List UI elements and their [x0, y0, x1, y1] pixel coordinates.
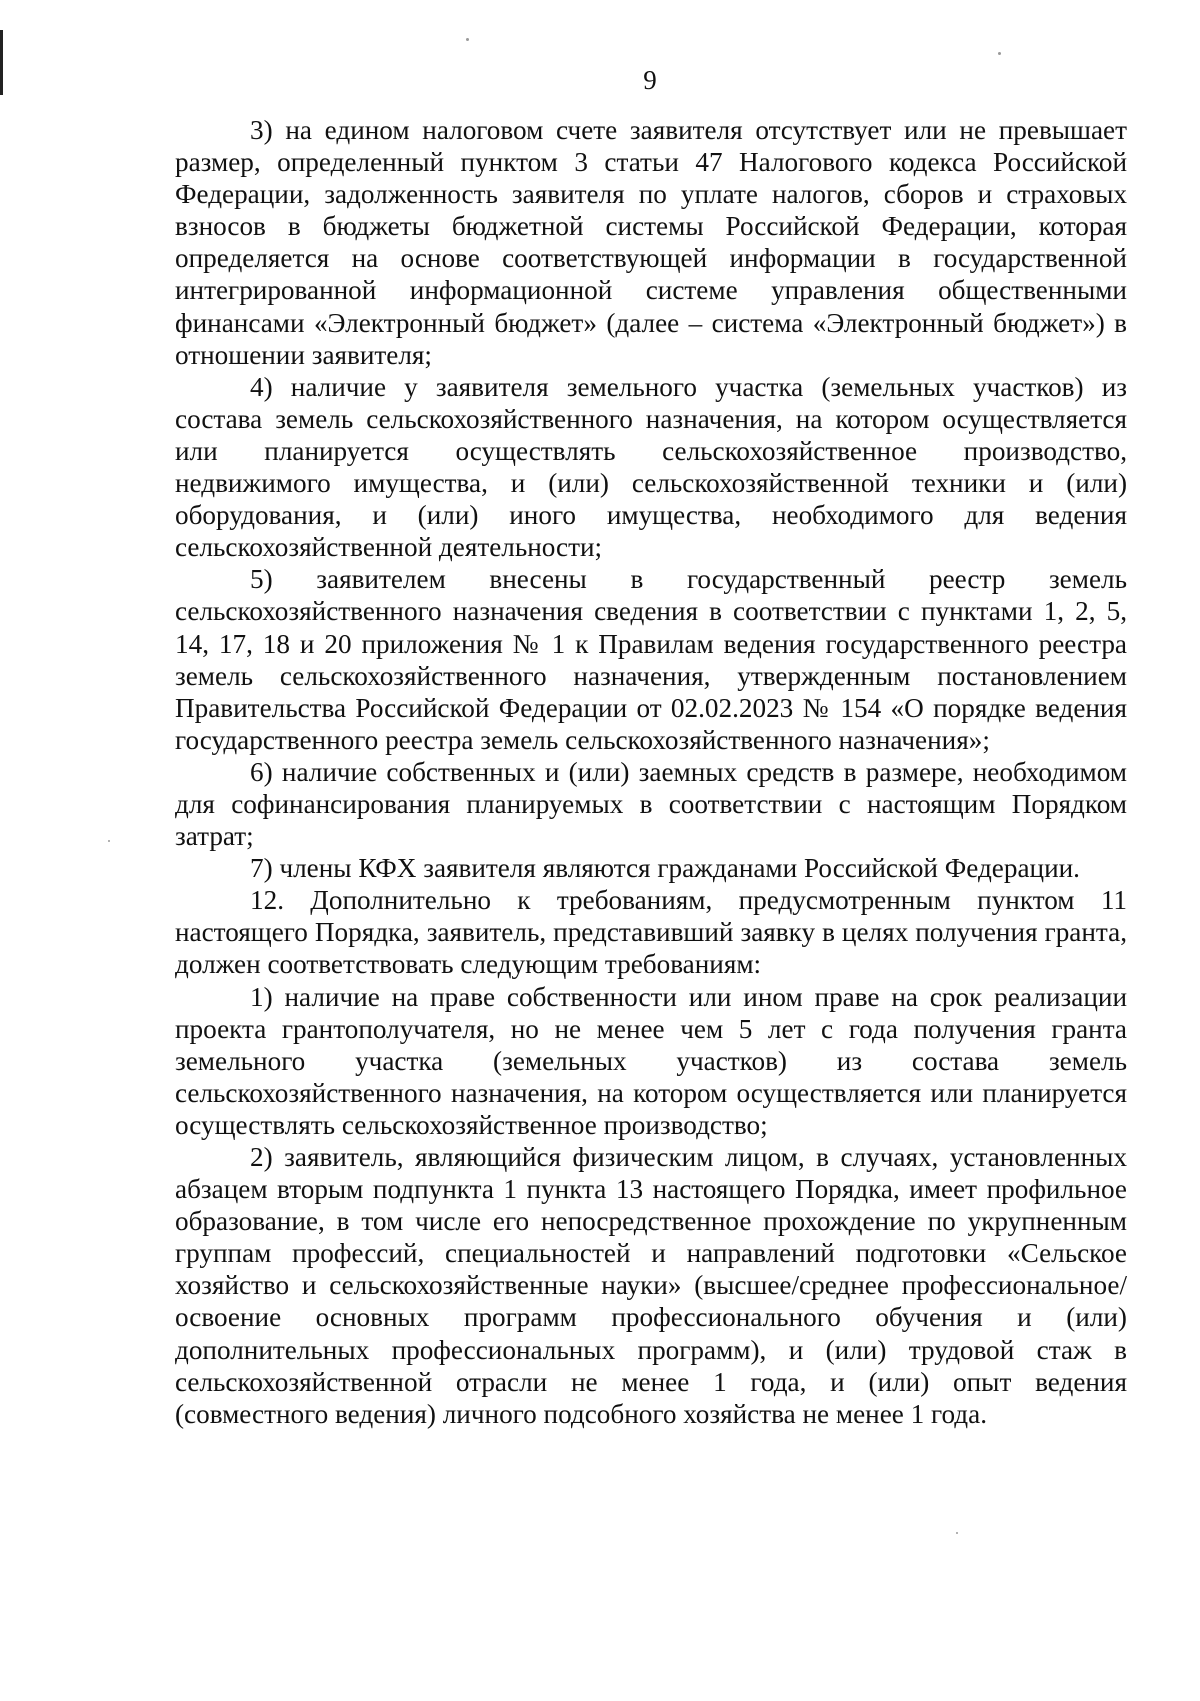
paragraph-clause-12-item-1: 1) наличие на праве собственности или ином праве на срок реализации проекта грантополучателя, но не менее чем 5 лет с года получения гранта земельного участка (земельных участков) из состава земель сельскохозяйственного назначения, на котором осуществляется или планируется осуществлять сельскохозяйственное производство; [175, 981, 1127, 1140]
document-body [175, 114, 1127, 1430]
page-number: 9 [643, 65, 657, 95]
scan-speck [998, 52, 1001, 55]
scan-speck [956, 1532, 958, 1534]
scan-speck [466, 38, 469, 41]
paragraph-item-4: 4) наличие у заявителя земельного участка (земельных участков) из состава земель сельскохозяйственного назначения, на котором осуществляется или планируется осуществлять сельскохозяйственное производство, недвижимого имущества, и (или) сельскохозяйственной техники и (или) оборудования, и (или) иного имущества, необходимого для ведения сельскохозяйственной деятельности; [175, 371, 1127, 563]
scan-speck [108, 840, 110, 842]
paragraph-item-3: 3) на едином налоговом счете заявителя отсутствует или не превышает размер, определенный пунктом 3 статьи 47 Налогового кодекса Российской Федерации, задолженность заявителя по уплате налогов, сборов и страховых взносов в бюджеты бюджетной системы Российской Федерации, которая определяется на основе соответствующей информации в государственной интегрированной информационной системе управления общественными финансами «Электронный бюджет» (далее – система «Электронный бюджет») в отношении заявителя; [175, 115, 1127, 370]
paragraph-item-5: 5) заявителем внесены в государственный реестр земель сельскохозяйственного назначения сведения в соответствии с пунктами 1, 2, 5, 14, 17, 18 и 20 приложения № 1 к Правилам ведения государственного реестра земель сельскохозяйственного назначения, утвержденным постановлением Правительства Российской Федерации от 02.02.2023 № 154 «О порядке ведения государственного реестра земель сельскохозяйственного назначения»; [175, 564, 1127, 755]
paragraph-item-6: 6) наличие собственных и (или) заемных средств в размере, необходимом для софинансирования планируемых в соответствии с настоящим Порядком затрат; [175, 756, 1127, 852]
paragraph-clause-12: 12. Дополнительно к требованиям, предусмотренным пунктом 11 настоящего Порядка, заявитель, представивший заявку в целях получения гранта, должен соответствовать следующим требованиям: [175, 885, 1127, 980]
paragraph-item-7: 7) члены КФХ заявителя являются гражданами Российской Федерации. [250, 853, 1080, 884]
paragraph-clause-12-item-2: 2) заявитель, являющийся физическим лицом, в случаях, установленных абзацем вторым подпункта 1 пункта 13 настоящего Порядка, имеет профильное образование, в том числе его непосредственное прохождение по укрупненным группам профессий, специальностей и направлений подготовки «Сельское хозяйство и сельскохозяйственные науки» (высшее/среднее профессиональное/освоение основных программ профессионального обучения и (или) дополнительных профессиональных программ), и (или) трудовой стаж в сельскохозяйственной отрасли не менее 1 года, и (или) опыт ведения (совместного ведения) личного подсобного хозяйства не менее 1 года. [175, 1142, 1127, 1429]
